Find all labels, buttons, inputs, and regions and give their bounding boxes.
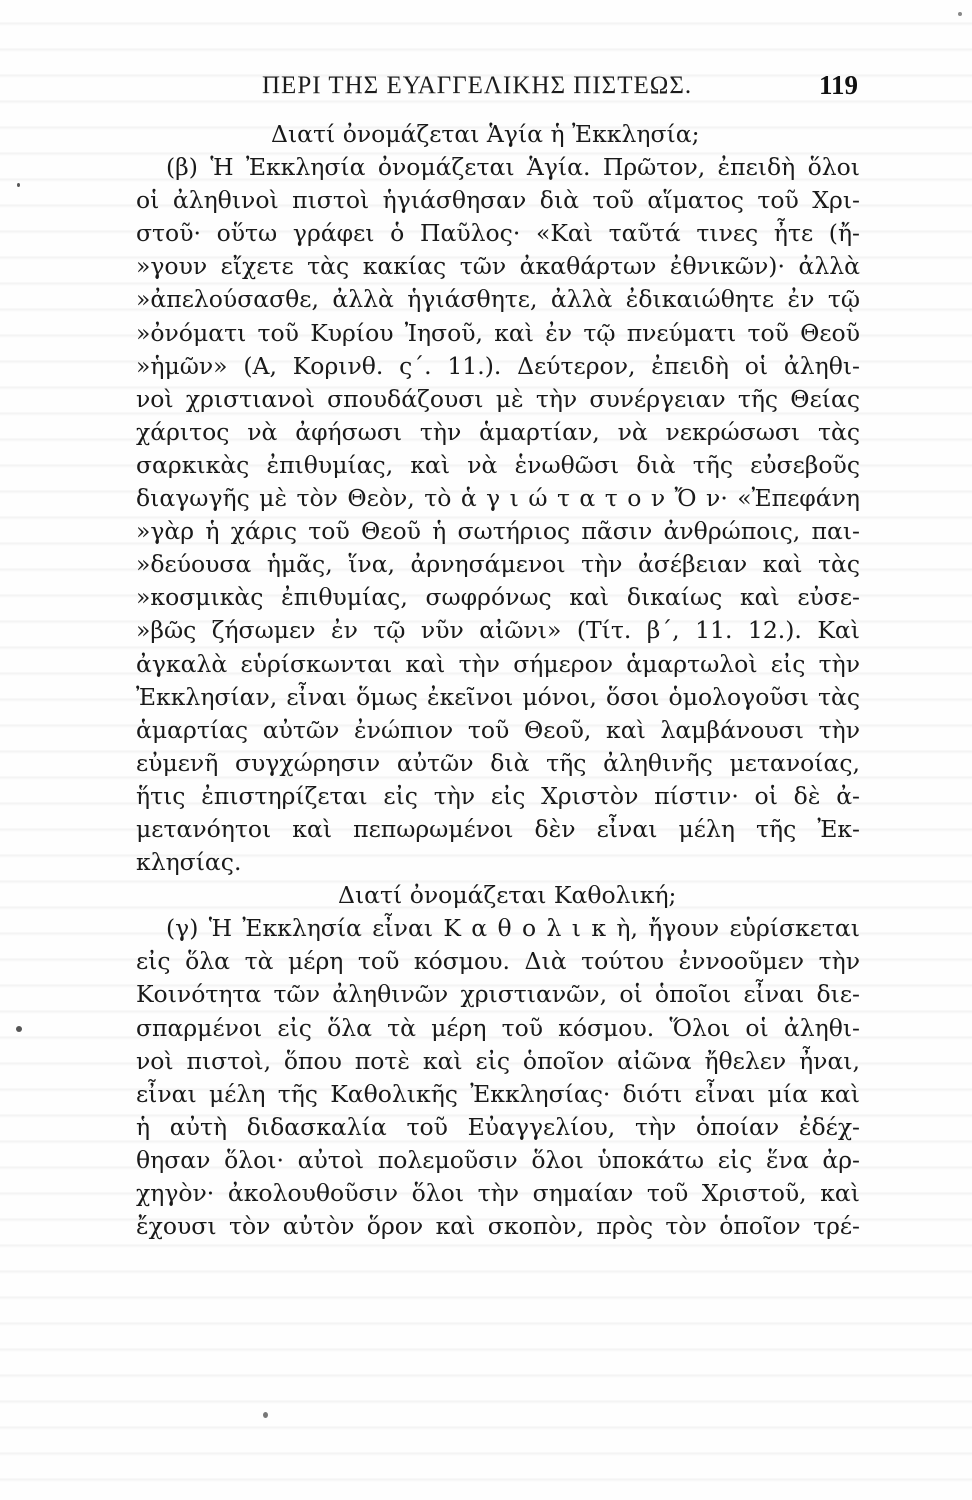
text-line: στοῦ· οὕτω γράφει ὁ Παῦλος· «Καὶ ταῦτά τινες ἦτε (ἤ- [136, 219, 860, 248]
text-line: (γ) Ἡ Ἐκκλησία εἶναι Κ α θ ο λ ι κ ὴ, ἤγουν εὑρίσκεται [166, 914, 860, 943]
running-head [262, 72, 858, 108]
text-line: ἁμαρτίας αὐτῶν ἐνώπιον τοῦ Θεοῦ, καὶ λαμβάνουσι τὴν [136, 715, 860, 744]
ink-speck [263, 1412, 268, 1418]
text-line: εὐμενῆ συγχώρησιν αὐτῶν διὰ τῆς ἀληθινῆς μετανοίας, [136, 748, 860, 777]
text-line: νοὶ πιστοὶ, ὅπου ποτὲ καὶ εἰς ὁποῖον αἰῶνα ἤθελεν ἦναι, [136, 1046, 860, 1075]
text-line: κλησίας. [136, 848, 242, 877]
ink-speck [958, 12, 962, 16]
body-text [136, 118, 860, 1243]
text-line: Ἐκκλησίαν, εἶναι ὅμως ἐκεῖνοι μόνοι, ὅσοι ὁμολογοῦσι τὰς [136, 682, 860, 711]
text-line: ἡ αὐτὴ διδασκαλία τοῦ Εὐαγγελίου, τὴν ὁποίαν ἐδέχ- [136, 1112, 860, 1141]
text-line: ἀγκαλὰ εὑρίσκωνται καὶ τὴν σήμερον ἁμαρτωλοὶ εἰς τὴν [136, 649, 860, 678]
text-line: εἶναι μέλη τῆς Καθολικῆς Ἐκκλησίας· διότι εἶναι μία καὶ [136, 1079, 860, 1108]
text-line: χάριτος νὰ ἀφήσωσι τὴν ἁμαρτίαν, νὰ νεκρώσωσι τὰς [136, 417, 860, 446]
text-line: χηγὸν· ἀκολουθοῦσιν ὅλοι τὴν σημαίαν τοῦ Χριστοῦ, καὶ [136, 1179, 860, 1207]
running-head-title: ΠΕΡΙ ΤΗΣ ΕΥΑΓΓΕΛΙΚΗΣ ΠΙΣΤΕΩΣ. [262, 72, 693, 99]
text-line: »ἀπελούσασθε, ἀλλὰ ἡγιάσθητε, ἀλλὰ ἐδικαιώθητε ἐν τῷ [136, 285, 860, 314]
text-line: »βῶς ζήσωμεν ἐν τῷ νῦν αἰῶνι» (Τίτ. β΄, 11. 12.). Καὶ [136, 616, 860, 645]
text-line: »δεύουσα ἡμᾶς, ἵνα, ἀρνησάμενοι τὴν ἀσέβειαν καὶ τὰς [136, 550, 860, 579]
text-line: διαγωγῆς μὲ τὸν Θεὸν, τὸ ἁ γ ι ώ τ α τ ο ν Ὄ ν· «Ἐπεφάνη [136, 484, 860, 513]
page-number: 119 [818, 70, 858, 100]
text-line: οἱ ἀληθινοὶ πιστοὶ ἡγιάσθησαν διὰ τοῦ αἵματος τοῦ Χρι- [136, 186, 860, 215]
question-heading: Διατί ὀνομάζεται Καθολική; [338, 881, 677, 910]
text-line: »ὀνόματι τοῦ Κυρίου Ἰησοῦ, καὶ ἐν τῷ πνεύματι τοῦ Θεοῦ [136, 318, 860, 347]
ink-speck [17, 183, 20, 187]
text-line: μετανόητοι καὶ πεπωρωμένοι δὲν εἶναι μέλη τῆς Ἐκ- [136, 814, 860, 843]
question-heading: Διατί ὀνομάζεται Ἁγία ἡ Ἐκκλησία; [271, 120, 700, 148]
text-line: νοὶ χριστιανοὶ σπουδάζουσι μὲ τὴν συνέργειαν τῆς Θείας [136, 384, 860, 413]
text-line: εἰς ὅλα τὰ μέρη τοῦ κόσμου. Διὰ τούτου ἐννοοῦμεν τὴν [136, 947, 860, 976]
text-line: »ἡμῶν» (Α, Κορινθ. ς΄. 11.). Δεύτερον, ἐπειδὴ οἱ ἀληθι- [136, 351, 860, 380]
text-line: σαρκικὰς ἐπιθυμίας, καὶ νὰ ἑνωθῶσι διὰ τῆς εὐσεβοῦς [136, 450, 860, 479]
text-line: »γουν εἴχετε τὰς κακίας τῶν ἀκαθάρτων ἐθνικῶν)· ἀλλὰ [136, 252, 860, 281]
text-line: ἥτις ἐπιστηρίζεται εἰς τὴν εἰς Χριστὸν πίστιν· οἱ δὲ ἀ- [136, 781, 860, 810]
text-line: (β) Ἡ Ἐκκλησία ὀνομάζεται Ἁγία. Πρῶτον, ἐπειδὴ ὅλοι [166, 153, 860, 182]
text-line: ἔχουσι τὸν αὐτὸν ὅρον καὶ σκοπὸν, πρὸς τὸν ὁποῖον τρέ- [136, 1212, 860, 1241]
text-line: »γὰρ ἡ χάρις τοῦ Θεοῦ ἡ σωτήριος πᾶσιν ἀνθρώποις, παι- [136, 517, 860, 546]
text-line: Κοινότητα τῶν ἀληθινῶν χριστιανῶν, οἱ ὁποῖοι εἶναι διε- [136, 980, 860, 1009]
text-line: »κοσμικὰς ἐπιθυμίας, σωφρόνως καὶ δικαίως καὶ εὐσε- [136, 583, 860, 612]
text-line: θησαν ὅλοι· αὐτοὶ πολεμοῦσιν ὅλοι ὑποκάτω εἰς ἕνα ἀρ- [136, 1145, 860, 1174]
ink-speck [16, 1026, 22, 1032]
text-line: σπαρμένοι εἰς ὅλα τὰ μέρη τοῦ κόσμου. Ὅλοι οἱ ἀληθι- [136, 1013, 860, 1042]
